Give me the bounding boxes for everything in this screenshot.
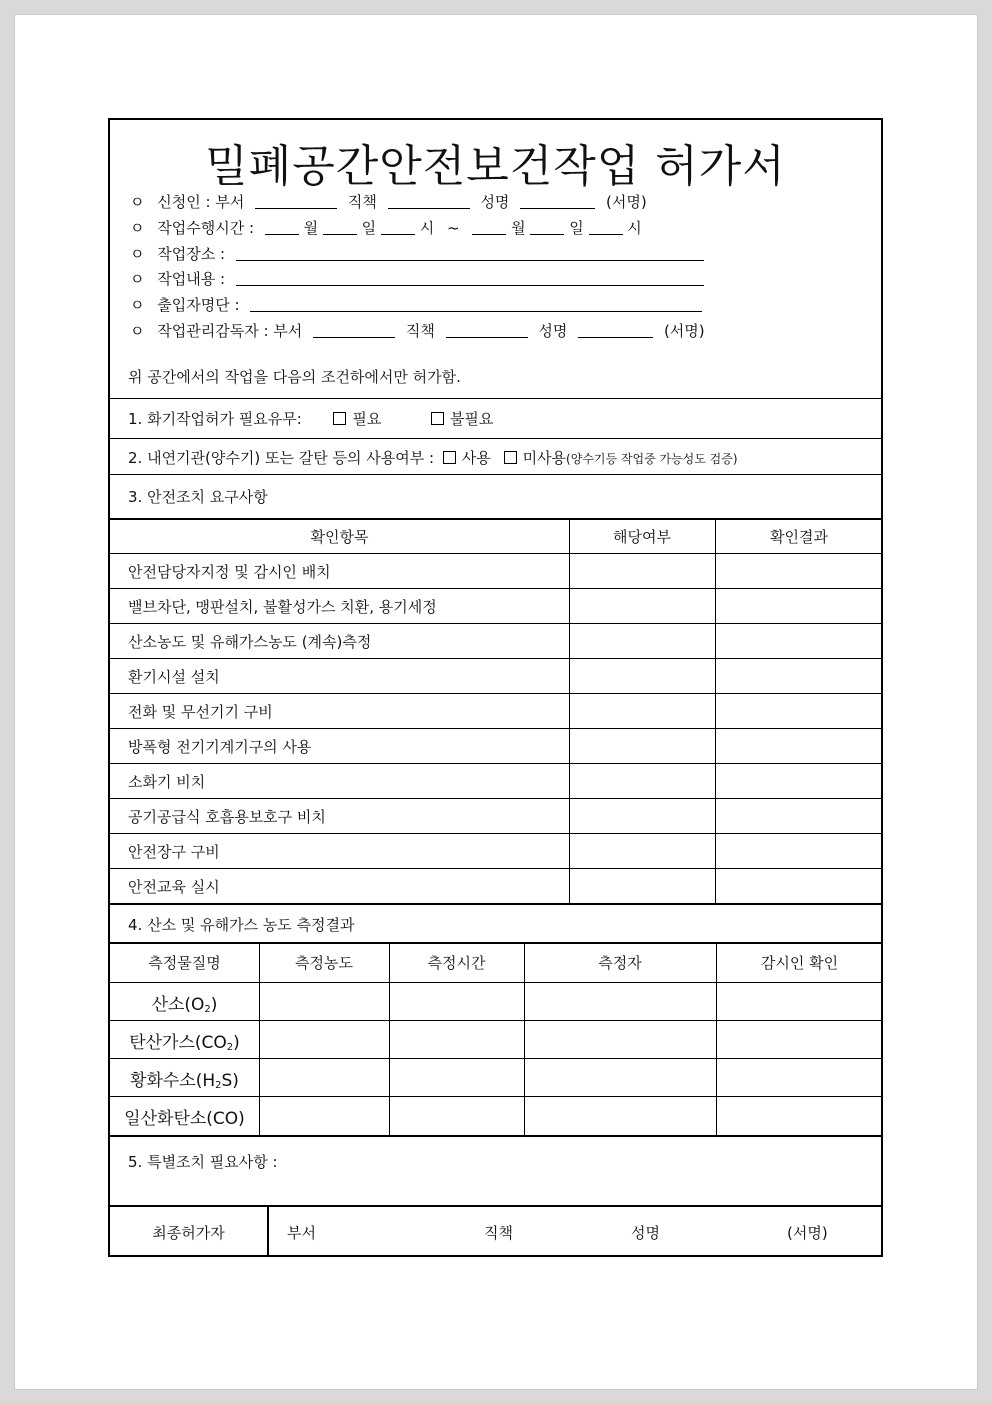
concentration-cell[interactable] — [260, 1097, 388, 1133]
concentration-cell[interactable] — [260, 1021, 388, 1057]
divider — [110, 438, 881, 439]
start-hour-field[interactable] — [381, 217, 415, 235]
applicant-sign-label: (서명) — [605, 193, 647, 211]
gas-name — [110, 990, 259, 1015]
result-cell[interactable] — [716, 764, 882, 798]
gas-name-text: 탄산가스(CO — [129, 1033, 227, 1053]
work-content-line — [130, 268, 710, 290]
check-item-label: 안전담당자지정 및 감시인 배치 — [128, 563, 331, 581]
section2-label: 2. 내연기관(양수기) 또는 갈탄 등의 사용여부 : — [128, 449, 435, 467]
applicable-cell[interactable] — [570, 554, 714, 588]
gas-name-end: ) — [210, 995, 218, 1015]
time-cell[interactable] — [390, 983, 523, 1019]
end-day-field[interactable] — [530, 217, 564, 235]
check-item-label: 산소농도 및 유해가스농도 (계속)측정 — [128, 633, 372, 651]
work-time-line — [130, 217, 642, 239]
month-label: 월 — [303, 219, 319, 237]
end-month-field[interactable] — [472, 217, 506, 235]
option-required: 필요 — [352, 410, 382, 428]
monitor-check-cell[interactable] — [717, 983, 882, 1019]
check-item-label: 안전장구 구비 — [128, 843, 220, 861]
hour-label: 시 — [419, 219, 435, 237]
gas-subscript: 2 — [226, 1042, 234, 1053]
day-label: 일 — [361, 219, 377, 237]
supervisor-name-label: 성명 — [538, 322, 568, 340]
checkbox-use[interactable] — [443, 451, 456, 464]
result-cell[interactable] — [716, 694, 882, 728]
applicable-cell[interactable] — [570, 869, 714, 903]
range-tilde: ~ — [447, 219, 460, 237]
divider — [267, 1205, 269, 1257]
check-item-label: 밸브차단, 맹판설치, 불활성가스 치환, 용기세정 — [128, 598, 437, 616]
checkbox-not-required[interactable] — [431, 412, 444, 425]
supervisor-position-field[interactable] — [446, 320, 528, 338]
applicable-cell[interactable] — [570, 659, 714, 693]
result-cell[interactable] — [716, 799, 882, 833]
header-check-item: 확인항목 — [310, 528, 369, 546]
header-substance: 측정물질명 — [148, 954, 221, 972]
result-cell[interactable] — [716, 554, 882, 588]
check-item-label: 환기시설 설치 — [128, 668, 220, 686]
gas-name-text: 산소(O — [151, 995, 205, 1015]
work-place-label: 작업장소 : — [157, 245, 226, 263]
entrants-line — [130, 294, 708, 316]
section2-note: (양수기등 작업중 가능성도 검증) — [566, 452, 738, 466]
bullet-icon: ㅇ — [130, 219, 145, 237]
gas-subscript: 2 — [215, 1080, 222, 1091]
result-cell[interactable] — [716, 834, 882, 868]
result-cell[interactable] — [716, 589, 882, 623]
check-item-label: 소화기 비치 — [128, 773, 206, 791]
start-month-field[interactable] — [265, 217, 299, 235]
permit-form — [108, 118, 883, 1257]
applicable-cell[interactable] — [570, 834, 714, 868]
gas-name — [110, 1066, 259, 1091]
gas-subscript: 2 — [204, 1004, 211, 1015]
divider — [110, 518, 881, 520]
applicant-position-field[interactable] — [388, 191, 470, 209]
measurer-cell[interactable] — [525, 1021, 715, 1057]
bullet-icon: ㅇ — [130, 322, 145, 340]
monitor-check-cell[interactable] — [717, 1021, 882, 1057]
applicable-cell[interactable] — [570, 694, 714, 728]
final-approver-label: 최종허가자 — [152, 1224, 225, 1242]
work-place-field[interactable] — [236, 243, 704, 261]
section5-label: 5. 특별조치 필요사항 : — [128, 1153, 278, 1171]
bullet-icon: ㅇ — [130, 270, 145, 288]
section1 — [128, 408, 493, 429]
gas-name-end: ) — [233, 1033, 240, 1053]
month-label: 월 — [511, 219, 526, 237]
time-cell[interactable] — [390, 1059, 523, 1095]
supervisor-dept-label: 작업관리감독자 : 부서 — [157, 322, 303, 340]
result-cell[interactable] — [716, 869, 882, 903]
measurer-cell[interactable] — [525, 1059, 715, 1095]
bullet-icon: ㅇ — [130, 296, 145, 314]
applicable-cell[interactable] — [570, 799, 714, 833]
end-hour-field[interactable] — [589, 217, 623, 235]
entrants-field[interactable] — [250, 294, 702, 312]
concentration-cell[interactable] — [260, 983, 388, 1019]
checkbox-no-use[interactable] — [504, 451, 517, 464]
applicant-name-field[interactable] — [520, 191, 595, 209]
header-concentration: 측정농도 — [295, 954, 353, 972]
monitor-check-cell[interactable] — [717, 1059, 882, 1095]
section1-label: 1. 화기작업허가 필요유무: — [128, 410, 302, 428]
supervisor-position-label: 직책 — [405, 322, 435, 340]
supervisor-name-field[interactable] — [578, 320, 653, 338]
result-cell[interactable] — [716, 624, 882, 658]
supervisor-dept-field[interactable] — [313, 320, 395, 338]
section4-label: 4. 산소 및 유해가스 농도 측정결과 — [128, 916, 355, 934]
header-applicable: 해당여부 — [613, 528, 671, 546]
gas-name-text: 일산화탄소(CO) — [124, 1109, 245, 1129]
divider — [110, 474, 881, 475]
supervisor-line — [130, 320, 705, 342]
check-item-label: 전화 및 무선기기 구비 — [128, 703, 273, 721]
header-measurer: 측정자 — [598, 954, 642, 972]
header-monitor-check: 감시인 확인 — [760, 954, 839, 972]
result-cell[interactable] — [716, 659, 882, 693]
final-name-label: 성명 — [631, 1224, 660, 1242]
day-label: 일 — [569, 219, 584, 237]
check-item-label: 공기공급식 호흡용보호구 비치 — [128, 808, 326, 826]
header-result: 확인결과 — [770, 528, 828, 546]
check-item-label: 안전교육 실시 — [128, 878, 220, 896]
applicant-name-label: 성명 — [480, 193, 510, 211]
applicant-line — [130, 191, 647, 213]
measurer-cell[interactable] — [525, 1097, 715, 1133]
applicable-cell[interactable] — [570, 729, 714, 763]
final-position-label: 직책 — [484, 1224, 513, 1242]
monitor-check-cell[interactable] — [717, 1097, 882, 1133]
applicant-dept-field[interactable] — [255, 191, 337, 209]
measurer-cell[interactable] — [525, 983, 715, 1019]
result-cell[interactable] — [716, 729, 882, 763]
concentration-cell[interactable] — [260, 1059, 388, 1095]
section2 — [128, 447, 738, 468]
work-content-label: 작업내용 : — [157, 270, 226, 288]
work-content-field[interactable] — [236, 268, 704, 286]
applicable-cell[interactable] — [570, 624, 714, 658]
final-sign-label: (서명) — [787, 1224, 828, 1242]
permit-statement: 위 공간에서의 작업을 다음의 조건하에서만 허가함. — [128, 368, 461, 386]
checkbox-required[interactable] — [333, 412, 346, 425]
gas-name — [110, 1104, 259, 1129]
option-no-use: 미사용 — [522, 449, 567, 467]
check-item-label: 방폭형 전기기계기구의 사용 — [128, 738, 312, 756]
applicable-cell[interactable] — [570, 589, 714, 623]
divider — [110, 942, 881, 944]
bullet-icon: ㅇ — [130, 193, 145, 211]
document-title: 밀폐공간안전보건작업 허가서 — [205, 141, 786, 192]
start-day-field[interactable] — [323, 217, 357, 235]
header-time: 측정시간 — [427, 954, 486, 972]
divider — [110, 1205, 881, 1207]
time-cell[interactable] — [390, 1021, 523, 1057]
divider — [110, 1135, 881, 1137]
gas-name — [110, 1028, 259, 1053]
divider — [110, 398, 881, 399]
time-cell[interactable] — [390, 1097, 523, 1133]
gas-name-end: S) — [221, 1071, 239, 1091]
work-time-label: 작업수행시간 : — [157, 219, 255, 237]
bullet-icon: ㅇ — [130, 245, 145, 263]
section3-label: 3. 안전조치 요구사항 — [128, 488, 268, 506]
row-divider — [110, 903, 881, 905]
gas-name-text: 황화수소(H — [130, 1071, 216, 1091]
applicable-cell[interactable] — [570, 764, 714, 798]
supervisor-sign-label: (서명) — [663, 322, 705, 340]
applicant-position-label: 직책 — [347, 193, 377, 211]
hour-label: 시 — [627, 219, 642, 237]
option-not-required: 불필요 — [449, 410, 494, 428]
entrants-label: 출입자명단 : — [157, 296, 240, 314]
final-dept-label: 부서 — [287, 1224, 316, 1242]
option-use: 사용 — [461, 449, 491, 467]
work-place-line — [130, 243, 710, 265]
applicant-dept-label: 신청인 : 부서 — [157, 193, 245, 211]
